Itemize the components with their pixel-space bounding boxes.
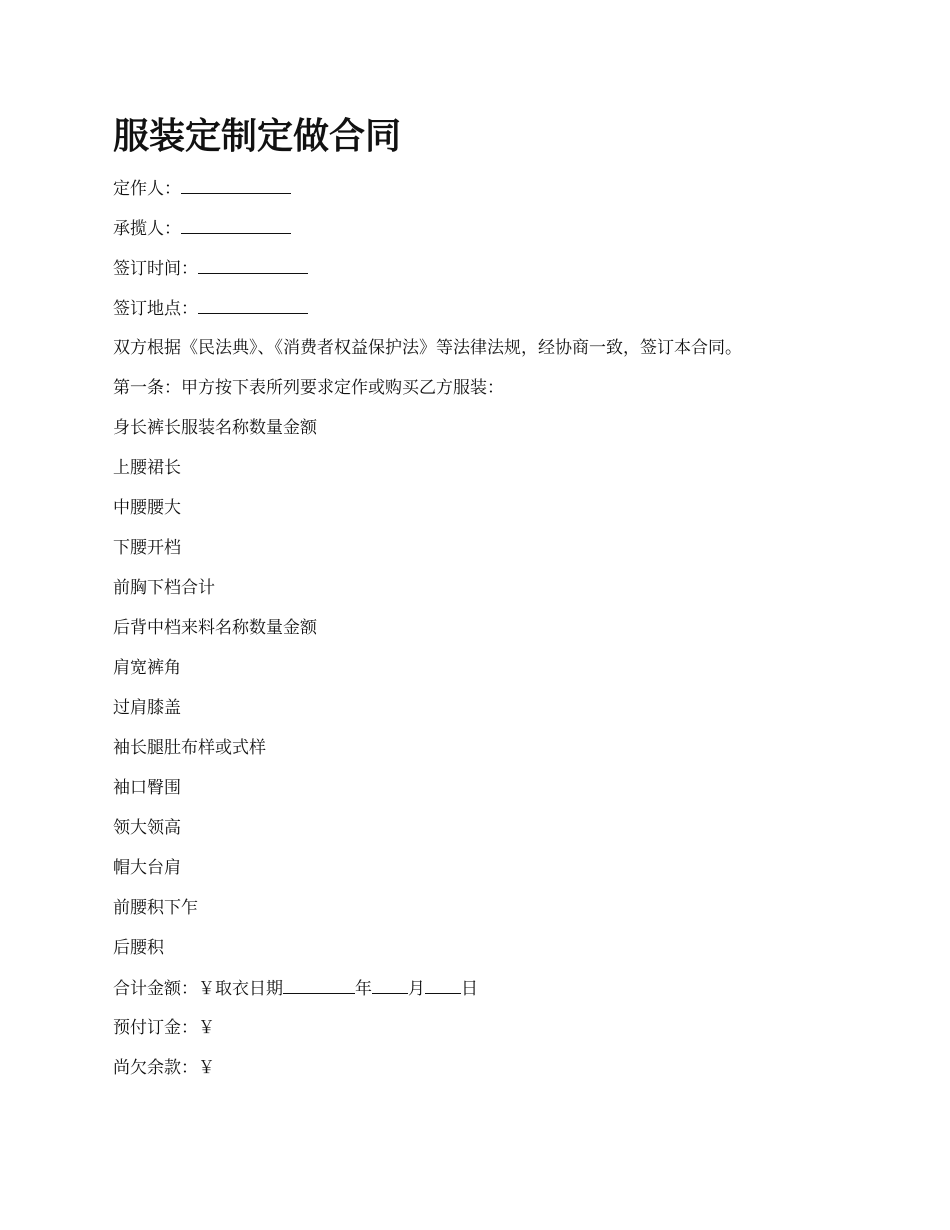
table-line: 领大领高 <box>113 818 181 838</box>
table-line: 上腰裙长 <box>113 458 181 478</box>
table-line: 前腰积下乍 <box>113 898 198 918</box>
table-line: 下腰开档 <box>113 538 181 558</box>
party-a-blank <box>181 176 291 194</box>
party-b-line <box>113 216 893 240</box>
sign-time-line <box>113 256 893 280</box>
preamble-paragraph: 双方根据《民法典》、《消费者权益保护法》等法律法规，经协商一致，签订本合同。 <box>113 338 742 358</box>
party-b-blank <box>181 216 291 234</box>
sign-place-label: 签订地点： <box>113 299 198 319</box>
party-b-label: 承揽人： <box>113 219 181 239</box>
table-line: 后腰积 <box>113 938 164 958</box>
article-1-paragraph: 第一条：甲方按下表所列要求定作或购买乙方服装： <box>113 378 504 398</box>
table-line: 身长裤长服装名称数量金额 <box>113 418 317 438</box>
table-line: 帽大台肩 <box>113 858 181 878</box>
balance-line: 尚欠余款：￥ <box>113 1058 215 1078</box>
sign-time-label: 签订时间： <box>113 259 198 279</box>
pickup-month-blank <box>372 976 408 994</box>
sign-place-blank <box>198 296 308 314</box>
party-a-line <box>113 176 893 200</box>
table-line: 袖口臀围 <box>113 778 181 798</box>
deposit-line: 预付订金：￥ <box>113 1018 215 1038</box>
pickup-day-blank <box>425 976 461 994</box>
sign-time-blank <box>198 256 308 274</box>
table-line: 肩宽裤角 <box>113 658 181 678</box>
total-amount-line <box>113 976 893 1000</box>
day-label: 日 <box>461 979 478 999</box>
sign-place-line <box>113 296 893 320</box>
table-line: 前胸下档合计 <box>113 578 215 598</box>
total-amount-label: 合计金额：￥取衣日期 <box>113 979 283 999</box>
contract-page <box>113 112 893 1096</box>
month-label: 月 <box>408 979 425 999</box>
year-label: 年 <box>355 979 372 999</box>
pickup-year-blank <box>283 976 355 994</box>
party-a-label: 定作人： <box>113 179 181 199</box>
table-line: 过肩膝盖 <box>113 698 181 718</box>
table-line: 后背中档来料名称数量金额 <box>113 618 317 638</box>
document-title: 服装定制定做合同 <box>113 115 402 157</box>
table-line: 中腰腰大 <box>113 498 181 518</box>
table-line: 袖长腿肚布样或式样 <box>113 738 266 758</box>
